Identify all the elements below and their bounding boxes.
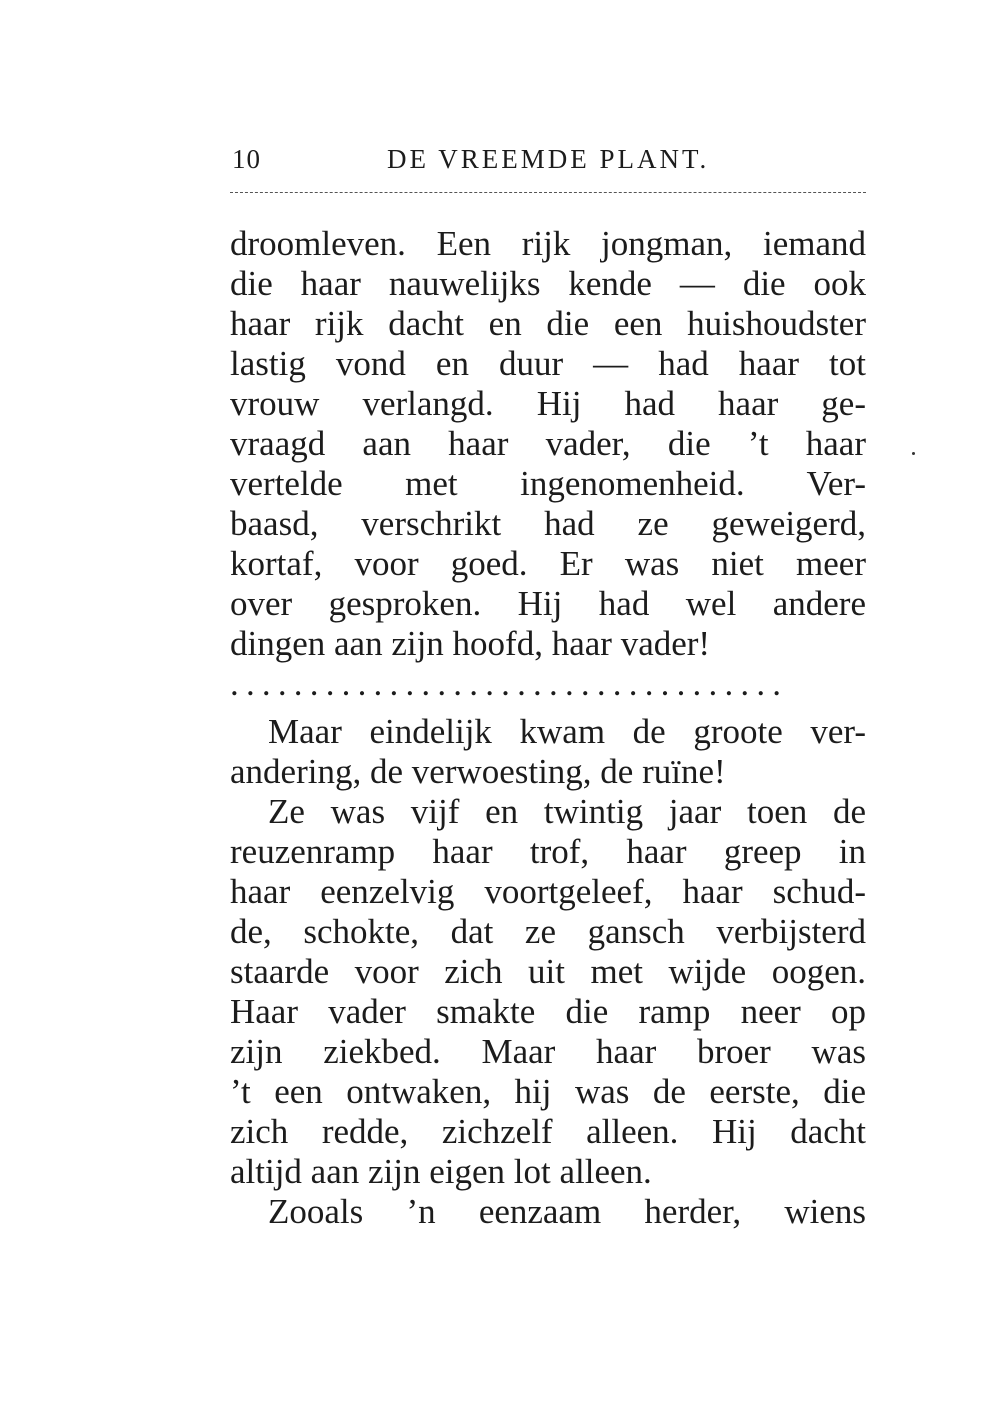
paragraph <box>230 224 866 664</box>
text-line: Maar eindelijk kwam de groote ver- <box>268 712 866 751</box>
text-line: vrouw verlangd. Hij had haar ge- <box>230 384 866 423</box>
text-line: lastig vond en duur — had haar tot <box>230 344 866 383</box>
text-line: kortaf, voor goed. Er was niet meer <box>230 544 866 583</box>
paragraph <box>230 1192 866 1232</box>
text-line: vertelde met ingenomenheid. Ver- <box>230 464 866 503</box>
paragraph <box>230 712 866 792</box>
text-line: zijn ziekbed. Maar haar broer was <box>230 1032 866 1071</box>
text-line: die haar nauwelijks kende — die ook <box>230 264 866 303</box>
text-line: Haar vader smakte die ramp neer op <box>230 992 866 1031</box>
text-line: haar rijk dacht en die een huishoudster <box>230 304 866 343</box>
page-body <box>230 224 866 1232</box>
text-line: dingen aan zijn hoofd, haar vader! <box>230 624 711 663</box>
text-line: andering, de verwoesting, de ruïne! <box>230 752 726 791</box>
running-title: DE VREEMDE PLANT. <box>387 144 710 174</box>
text-line: ’t een ontwaken, hij was de eerste, die <box>230 1072 866 1111</box>
text-line: droomleven. Een rijk jongman, iemand <box>230 224 866 263</box>
text-line: over gesproken. Hij had wel andere <box>230 584 866 623</box>
text-line: haar eenzelvig voortgeleef, haar schud- <box>230 872 866 911</box>
section-separator: ................................... <box>230 664 789 703</box>
paragraph <box>230 792 866 1192</box>
text-line: baasd, verschrikt had ze geweigerd, <box>230 504 866 543</box>
text-line: staarde voor zich uit met wijde oogen. <box>230 952 866 991</box>
text-line: altijd aan zijn eigen lot alleen. <box>230 1152 652 1191</box>
text-line: de, schokte, dat ze gansch verbijsterd <box>230 912 866 951</box>
text-line: zich redde, zichzelf alleen. Hij dacht <box>230 1112 866 1151</box>
margin-mark <box>912 452 915 455</box>
text-line: Ze was vijf en twintig jaar toen de <box>268 792 866 831</box>
header-rule <box>230 192 866 193</box>
text-line: vraagd aan haar vader, die ’t haar <box>230 424 866 463</box>
page-header <box>232 144 864 184</box>
text-line: Zooals ’n eenzaam herder, wiens <box>268 1192 866 1231</box>
text-line: reuzenramp haar trof, haar greep in <box>230 832 866 871</box>
page-number: 10 <box>232 144 261 174</box>
